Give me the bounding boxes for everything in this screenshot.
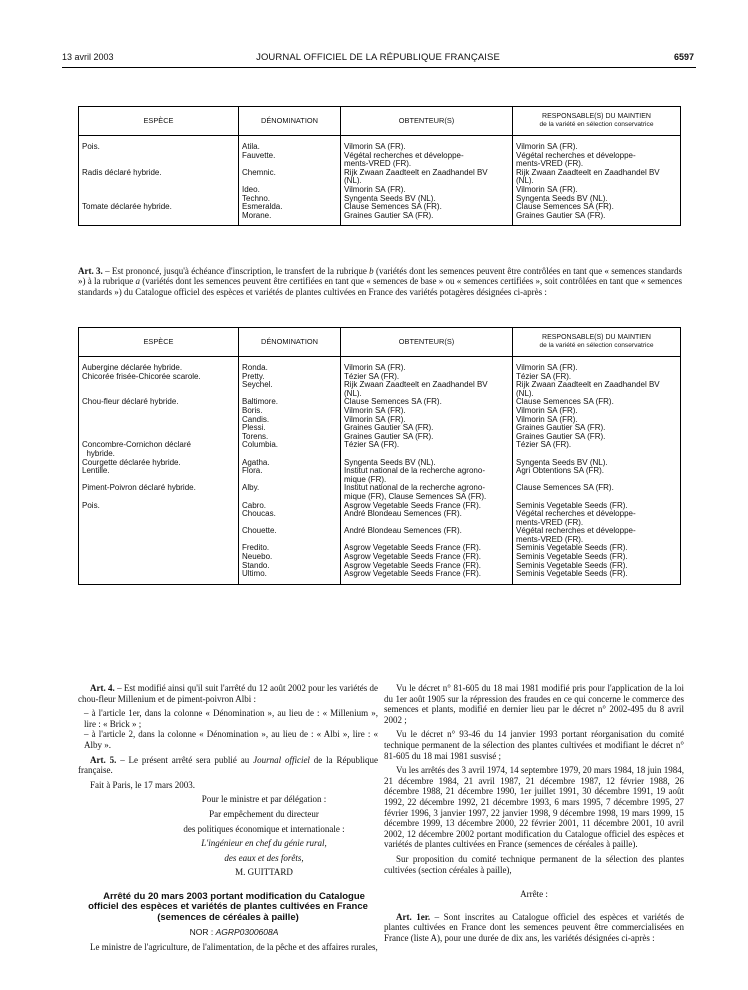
cell-espece <box>79 195 239 204</box>
header-page-number: 6597 <box>673 52 694 62</box>
cell-responsable: Seminis Vegetable Seeds (FR). <box>513 570 681 584</box>
cell-responsable: Graines Gautier SA (FR). <box>513 433 681 442</box>
table-row <box>79 562 681 571</box>
article-4 <box>78 683 378 704</box>
table-row <box>79 152 681 169</box>
cell-denomination: Ronda. <box>239 357 341 373</box>
cell-espece: Pois. <box>79 502 239 511</box>
cell-responsable: Seminis Vegetable Seeds (FR). <box>513 544 681 553</box>
cell-denomination: Techno. <box>239 195 341 204</box>
table-row <box>79 186 681 195</box>
cell-responsable: Syngenta Seeds BV (NL). <box>513 195 681 204</box>
cell-espece <box>79 510 239 527</box>
cell-obtenteur: Rijk Zwaan Zaadteelt en Zaadhandel BV (NL). <box>341 169 513 186</box>
cell-espece: Courgette déclarée hybride. <box>79 459 239 468</box>
cell-obtenteur: Graines Gautier SA (FR). <box>341 424 513 433</box>
column-header-espece: ESPÈCE <box>79 328 239 357</box>
column-header-responsable <box>513 107 681 136</box>
table-header-row <box>79 107 681 136</box>
cell-denomination: Atila. <box>239 136 341 152</box>
cell-denomination: Morane. <box>239 212 341 226</box>
cell-responsable: Graines Gautier SA (FR). <box>513 212 681 226</box>
cell-obtenteur: Syngenta Seeds BV (NL). <box>341 459 513 468</box>
cell-obtenteur: Vilmorin SA (FR). <box>341 416 513 425</box>
cell-denomination: Flora. <box>239 467 341 484</box>
cell-denomination: Seychel. <box>239 381 341 398</box>
table-row <box>79 570 681 584</box>
table-row <box>79 357 681 373</box>
article-4-text: – Est modifié ainsi qu'il suit l'arrêté du 12 août 2002 pour les variétés de chou-fleur Millenium et de piment-poivron Albi : <box>78 683 378 704</box>
article-3-label: Art. 3. <box>78 266 103 276</box>
nor-reference <box>78 927 378 938</box>
table-row <box>79 441 681 458</box>
arrete-heading: Arrête : <box>520 889 548 900</box>
cell-denomination: Fredito. <box>239 544 341 553</box>
signature-line-2: Par empêchement du directeur <box>209 808 319 819</box>
cell-denomination: Alby. <box>239 484 341 501</box>
article-5 <box>78 755 378 776</box>
varieties-table-1 <box>78 106 681 226</box>
cell-obtenteur: Clause Semences SA (FR). <box>341 203 513 212</box>
page-header <box>62 52 694 66</box>
cell-obtenteur: Vilmorin SA (FR). <box>341 136 513 152</box>
table-row <box>79 398 681 407</box>
article-3-rubric-b: b <box>369 266 374 276</box>
visa-1: Vu le décret n° 81-605 du 18 mai 1981 modifié pris pour l'application de la loi du 1er août 1905 sur la répression des fraudes en ce qui concerne le commerce des semences et plants, modifié en dernier lieu par le décret n° 2002-495 du 8 avril 2002 ; <box>384 683 684 725</box>
cell-obtenteur: Graines Gautier SA (FR). <box>341 212 513 226</box>
cell-denomination: Chemnic. <box>239 169 341 186</box>
article-4-bullet-1: – à l'article 1er, dans la colonne « Dénomination », au lieu de : « Millenium », lire : « Brick » ; <box>84 708 378 729</box>
cell-espece <box>79 186 239 195</box>
cell-denomination: Chouette. <box>239 527 341 544</box>
cell-obtenteur: Asgrow Vegetable Seeds France (FR). <box>341 502 513 511</box>
column-header-responsable-line2: de la variété en sélection conservatrice <box>539 121 654 128</box>
cell-responsable: Graines Gautier SA (FR). <box>513 424 681 433</box>
cell-espece <box>79 152 239 169</box>
cell-denomination: Candis. <box>239 416 341 425</box>
article-4-bullet-2: – à l'article 2, dans la colonne « Dénomination », au lieu de : « Albi », lire : « Alby ». <box>84 729 378 750</box>
cell-denomination: Stando. <box>239 562 341 571</box>
cell-espece: Concombre-Cornichon déclaré hybride. <box>79 441 239 458</box>
table-header-row <box>79 328 681 357</box>
cell-responsable: Clause Semences SA (FR). <box>513 203 681 212</box>
cell-espece: Chou-fleur déclaré hybride. <box>79 398 239 407</box>
minister-line: Le ministre de l'agriculture, de l'alimentation, de la pêche et des affaires rurales, <box>90 941 378 952</box>
cell-obtenteur: Clause Semences SA (FR). <box>341 398 513 407</box>
cell-espece <box>79 212 239 226</box>
table-row <box>79 484 681 501</box>
column-header-espece: ESPÈCE <box>79 107 239 136</box>
article-3-text-b: (variétés dont les semences peuvent être contrôlées en tant que « semences standards ») à la rubrique <box>78 266 683 287</box>
cell-espece <box>79 424 239 433</box>
column-header-responsable-line1: RESPONSABLE(S) DU MAINTIEN <box>542 113 651 120</box>
article-5-label: Art. 5. <box>90 754 117 765</box>
header-journal-title: JOURNAL OFFICIEL DE LA RÉPUBLIQUE FRANÇAISE <box>256 52 500 63</box>
cell-espece <box>79 527 239 544</box>
table-row <box>79 136 681 152</box>
cell-obtenteur: Syngenta Seeds BV (NL). <box>341 195 513 204</box>
cell-responsable: Végétal recherches et développe- ments-VRED (FR). <box>513 510 681 527</box>
column-header-denomination: DÉNOMINATION <box>239 107 341 136</box>
nor-value: AGRP0300608A <box>215 927 279 938</box>
cell-responsable: Clause Semences SA (FR). <box>513 484 681 501</box>
cell-responsable: Vilmorin SA (FR). <box>513 136 681 152</box>
cell-responsable: Vilmorin SA (FR). <box>513 416 681 425</box>
cell-obtenteur: Graines Gautier SA (FR). <box>341 433 513 442</box>
cell-denomination: Esmeralda. <box>239 203 341 212</box>
cell-responsable: Tézier SA (FR). <box>513 373 681 382</box>
signature-name: M. GUITTARD <box>235 867 293 878</box>
table-row <box>79 502 681 511</box>
column-header-denomination: DÉNOMINATION <box>239 328 341 357</box>
left-column <box>78 683 378 956</box>
cell-responsable: Végétal recherches et développe- ments-VRED (FR). <box>513 527 681 544</box>
visa-4: Sur proposition du comité technique permanent de la sélection des plantes cultivées (section céréales à paille), <box>384 853 684 875</box>
signature-block <box>138 794 378 878</box>
cell-responsable: Végétal recherches et développe- ments-VRED (FR). <box>513 152 681 169</box>
article-1 <box>384 912 684 944</box>
article-5-text-a: – Le présent arrêté sera publié au <box>116 754 254 765</box>
article-3-text-c: (variétés dont les semences peuvent être certifiées en tant que « semences de base » ou « semences certifiées », soit contrôlées en tant que « semences standards ») du Catalogue officiel des espèces et variétés de plantes cultivées en France des variétés potagères désignées ci-après : <box>78 276 682 297</box>
cell-responsable: Syngenta Seeds BV (NL). <box>513 459 681 468</box>
cell-denomination: Columbia. <box>239 441 341 458</box>
header-date: 13 avril 2003 <box>62 52 114 62</box>
cell-espece <box>79 562 239 571</box>
table-row <box>79 433 681 442</box>
cell-obtenteur: Vilmorin SA (FR). <box>341 186 513 195</box>
cell-espece <box>79 544 239 553</box>
cell-obtenteur: André Blondeau Semences (FR). <box>341 527 513 544</box>
table-row <box>79 424 681 433</box>
cell-espece <box>79 570 239 584</box>
visa-2: Vu le décret n° 93-46 du 14 janvier 1993 portant réorganisation du comité technique permanent de la sélection des plantes cultivées et modifiant le décret n° 81-605 du 18 mai 1981 susvisé ; <box>384 729 684 761</box>
cell-espece <box>79 407 239 416</box>
cell-responsable: Agri Obtentions SA (FR). <box>513 467 681 484</box>
cell-obtenteur: Asgrow Vegetable Seeds France (FR). <box>341 570 513 584</box>
cell-denomination: Fauvette. <box>239 152 341 169</box>
cell-espece: Radis déclaré hybride. <box>79 169 239 186</box>
article-4-label: Art. 4. <box>90 683 115 693</box>
cell-responsable: Clause Semences SA (FR). <box>513 398 681 407</box>
fait-a-paris: Fait à Paris, le 17 mars 2003. <box>90 779 195 790</box>
table-row <box>79 195 681 204</box>
table-row <box>79 169 681 186</box>
cell-responsable: Seminis Vegetable Seeds (FR). <box>513 553 681 562</box>
cell-obtenteur: Institut national de la recherche agrono- mique (FR), Clause Semences SA (FR). <box>341 484 513 501</box>
cell-obtenteur: Tézier SA (FR). <box>341 441 513 458</box>
cell-denomination: Torens. <box>239 433 341 442</box>
table-row <box>79 553 681 562</box>
cell-denomination: Ultimo. <box>239 570 341 584</box>
cell-obtenteur: Institut national de la recherche agrono- mique (FR). <box>341 467 513 484</box>
column-header-obtenteur: OBTENTEUR(S) <box>341 107 513 136</box>
cell-responsable: Rijk Zwaan Zaadteelt en Zaadhandel BV (NL). <box>513 169 681 186</box>
cell-espece: Tomate déclarée hybride. <box>79 203 239 212</box>
cell-denomination: Choucas. <box>239 510 341 527</box>
cell-responsable: Seminis Vegetable Seeds (FR). <box>513 502 681 511</box>
cell-espece <box>79 381 239 398</box>
table-row <box>79 510 681 527</box>
cell-espece: Chicorée frisée-Chicorée scarole. <box>79 373 239 382</box>
column-header-responsable <box>513 328 681 357</box>
table-row <box>79 544 681 553</box>
cell-responsable: Tézier SA (FR). <box>513 441 681 458</box>
table-row <box>79 212 681 226</box>
article-3 <box>78 266 682 297</box>
table-row <box>79 416 681 425</box>
cell-espece <box>79 433 239 442</box>
cell-responsable: Seminis Vegetable Seeds (FR). <box>513 562 681 571</box>
cell-espece: Piment-Poivron déclaré hybride. <box>79 484 239 501</box>
cell-responsable: Vilmorin SA (FR). <box>513 407 681 416</box>
table-row <box>79 467 681 484</box>
cell-obtenteur: Vilmorin SA (FR). <box>341 357 513 373</box>
right-column <box>384 683 684 947</box>
column-header-obtenteur: OBTENTEUR(S) <box>341 328 513 357</box>
table-row <box>79 459 681 468</box>
nor-label: NOR : <box>189 927 216 938</box>
article-5-journal: Journal officiel <box>253 754 310 765</box>
signature-line-5: des eaux et des forêts, <box>224 852 304 863</box>
cell-obtenteur: Asgrow Vegetable Seeds France (FR). <box>341 553 513 562</box>
cell-obtenteur: André Blondeau Semences (FR). <box>341 510 513 527</box>
article-1-label: Art. 1er. <box>396 911 431 922</box>
cell-denomination: Baltimore. <box>239 398 341 407</box>
cell-responsable: Vilmorin SA (FR). <box>513 186 681 195</box>
visa-3: Vu les arrêtés des 3 avril 1974, 14 septembre 1979, 20 mars 1984, 18 juin 1984, 21 décembre 1984, 21 avril 1987, 21 décembre 1987, 12 février 1988, 26 décembre 1988, 21 décembre 1990, 1er juillet 1991, 30 décembre 1991, 19 août 1992, 22 décembre 1992, 21 décembre 1993, 6 mars 1995, 7 décembre 1995, 27 février 1996, 3 janvier 1997, 22 janvier 1998, 9 décembre 1998, 19 mars 1999, 15 décembre 1999, 13 décembre 2000, 22 février 2001, 11 décembre 2001, 10 avril 2002, 12 décembre 2002 portant modification du Catalogue officiel des espèces et variétés de plantes cultivées en France (semences de céréales à paille). <box>384 765 684 850</box>
cell-espece: Aubergine déclarée hybride. <box>79 357 239 373</box>
article-3-text-a: – Est prononcé, jusqu'à échéance d'inscription, le transfert de la rubrique <box>102 266 370 276</box>
varieties-table-2 <box>78 327 681 585</box>
table-row <box>79 373 681 382</box>
cell-denomination: Agatha. <box>239 459 341 468</box>
signature-line-4: L'ingénieur en chef du génie rural, <box>201 838 327 849</box>
table-row <box>79 527 681 544</box>
cell-denomination: Ideo. <box>239 186 341 195</box>
cell-denomination: Plessi. <box>239 424 341 433</box>
cell-obtenteur: Rijk Zwaan Zaadteelt en Zaadhandel BV (NL). <box>341 381 513 398</box>
cell-obtenteur: Vilmorin SA (FR). <box>341 407 513 416</box>
cell-obtenteur: Végétal recherches et développe- ments-VRED (FR). <box>341 152 513 169</box>
table-row <box>79 407 681 416</box>
article-5-text-b: de la République française. <box>78 754 378 776</box>
table-row <box>79 203 681 212</box>
cell-espece: Pois. <box>79 136 239 152</box>
cell-espece <box>79 416 239 425</box>
cell-espece <box>79 553 239 562</box>
article-1-text: – Sont inscrites au Catalogue officiel des espèces et variétés de plantes cultivées en France dont les semences peuvent être commercialisées en France (liste A), pour une durée de dix ans, les variétés désignées ci-après : <box>384 911 685 943</box>
signature-line-1: Pour le ministre et par délégation : <box>201 794 327 805</box>
header-rule <box>62 67 696 68</box>
article-3-rubric-a: a <box>135 276 141 287</box>
cell-denomination: Cabro. <box>239 502 341 511</box>
cell-obtenteur: Asgrow Vegetable Seeds France (FR). <box>341 562 513 571</box>
cell-responsable: Rijk Zwaan Zaadteelt en Zaadhandel BV (NL). <box>513 381 681 398</box>
table-row <box>79 381 681 398</box>
column-header-responsable-line2: de la variété en sélection conservatrice <box>539 342 654 349</box>
column-header-responsable-line1: RESPONSABLE(S) DU MAINTIEN <box>542 334 651 341</box>
cell-denomination: Pretty. <box>239 373 341 382</box>
cell-denomination: Neuebo. <box>239 553 341 562</box>
cell-obtenteur: Asgrow Vegetable Seeds France (FR). <box>341 544 513 553</box>
cell-obtenteur: Tézier SA (FR). <box>341 373 513 382</box>
cell-denomination: Boris. <box>239 407 341 416</box>
cell-espece: Lentille. <box>79 467 239 484</box>
cell-responsable: Vilmorin SA (FR). <box>513 357 681 373</box>
decree-title: Arrêté du 20 mars 2003 portant modification du Catalogue officiel des espèces et variétés de plantes cultivées en France (semences de céréales à paille) <box>88 890 368 923</box>
signature-line-3: des politiques économique et internationale : <box>183 823 345 834</box>
